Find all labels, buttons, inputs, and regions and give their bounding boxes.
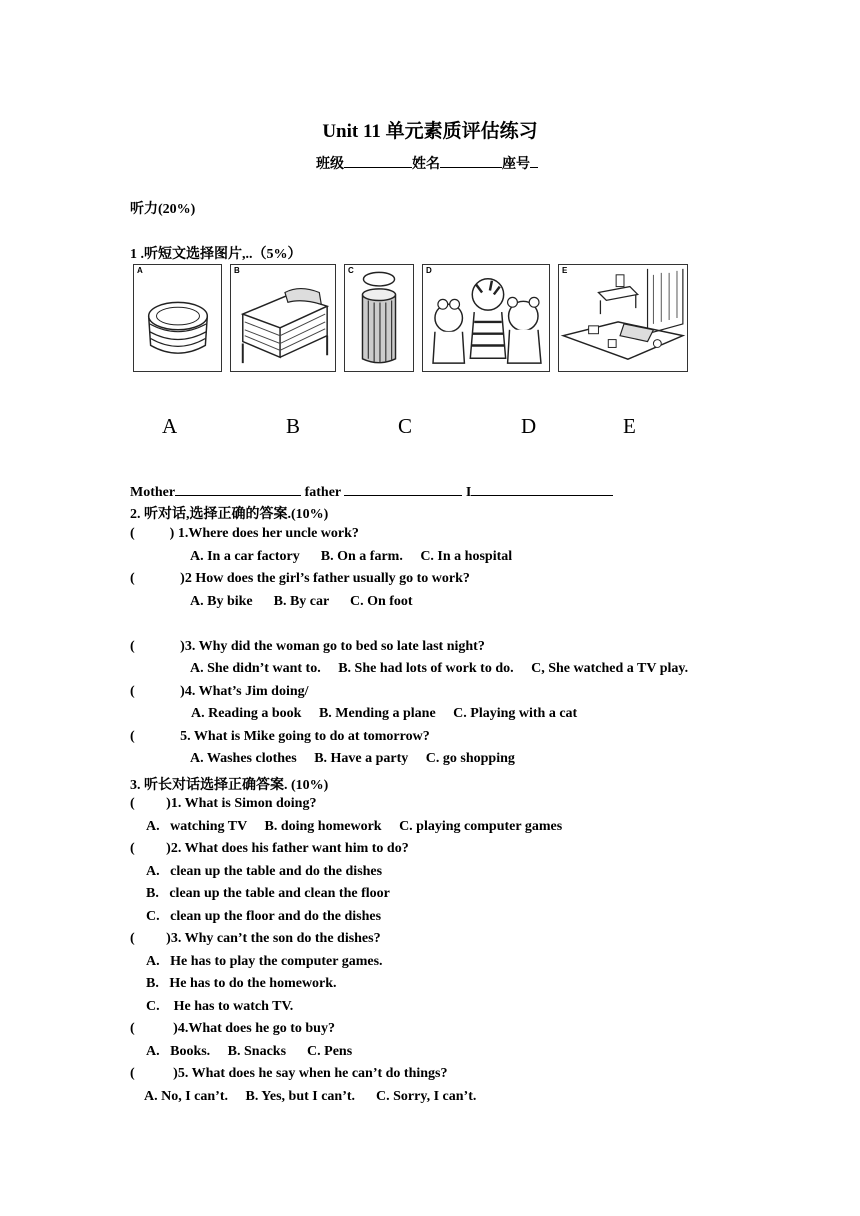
p3-q2-option-c: C. clean up the floor and do the dishes <box>146 909 382 924</box>
picture-b <box>230 264 336 372</box>
bed-icon <box>231 265 335 371</box>
p3-q4-options: A. Books. B. Snacks C. Pens <box>146 1044 353 1059</box>
p3-q5: ( )5. What does he say when he can’t do things? <box>130 1066 448 1081</box>
p3-q3-option-c: C. He has to watch TV. <box>146 999 294 1014</box>
picture-e <box>558 264 688 372</box>
p2-q1: ( ) 1.Where does her uncle work? <box>130 526 359 541</box>
p2-q3: ( )3. Why did the woman go to bed so late last night? <box>130 639 485 654</box>
name-label: 姓名 <box>412 157 440 172</box>
class-label: 班级 <box>316 157 344 172</box>
father-label: father <box>304 485 341 500</box>
p2-q4: ( )4. What’s Jim doing/ <box>130 684 309 699</box>
p2-q4-options: A. Reading a book B. Mending a plane C. Playing with a cat <box>191 706 578 721</box>
p3-q3-option-b: B. He has to do the homework. <box>146 976 337 991</box>
page-title: Unit 11 单元素质评估练习 <box>322 121 538 142</box>
letter-e: E <box>623 414 636 438</box>
p2-q2: ( )2 How does the girl’s father usually go to work? <box>130 571 470 586</box>
letter-d: D <box>521 414 537 438</box>
picture-d-label: D <box>426 266 432 275</box>
section-listening: 听力(20%) <box>130 202 196 217</box>
cartoon-characters-icon <box>423 265 549 371</box>
picture-c <box>344 264 414 372</box>
p2-q1-options: A. In a car factory B. On a farm. C. In a hospital <box>190 549 513 564</box>
p3-q2-option-b: B. clean up the table and clean the floor <box>146 886 390 901</box>
letter-c: C <box>398 414 413 438</box>
p2-q2-options: A. By bike B. By car C. On foot <box>190 594 413 609</box>
p3-q5-options: A. No, I can’t. B. Yes, but I can’t. C. Sorry, I can’t. <box>144 1089 477 1104</box>
p3-q2: ( )2. What does his father want him to do? <box>130 841 409 856</box>
p2-q5-options: A. Washes clothes B. Have a party C. go shopping <box>190 751 515 766</box>
picture-d <box>422 264 550 372</box>
i-blank[interactable] <box>471 481 613 496</box>
trash-can-icon <box>345 265 413 371</box>
father-blank[interactable] <box>344 481 462 496</box>
i-label: I <box>465 485 472 500</box>
p3-q4: ( )4.What does he go to buy? <box>130 1021 335 1036</box>
picture-a-label: A <box>137 266 143 275</box>
p2-q3-options: A. She didn’t want to. B. She had lots of work to do. C, She watched a TV play. <box>190 661 689 676</box>
p3-q3: ( )3. Why can’t the son do the dishes? <box>130 931 381 946</box>
p3-q1: ( )1. What is Simon doing? <box>130 796 317 811</box>
seat-label: 座号 <box>502 157 530 172</box>
messy-room-icon <box>559 265 687 371</box>
plates-icon <box>134 265 221 371</box>
student-info-line <box>316 153 538 173</box>
picture-a <box>133 264 222 372</box>
mother-blank[interactable] <box>175 481 301 496</box>
picture-e-label: E <box>562 266 568 275</box>
part2-heading: 2. 听对话,选择正确的答案.(10%) <box>130 507 329 522</box>
p3-q2-option-a: A. clean up the table and do the dishes <box>146 864 383 879</box>
p2-q5: ( 5. What is Mike going to do at tomorrow? <box>130 729 430 744</box>
p3-q1-options: A. watching TV B. doing homework C. playing computer games <box>146 819 563 834</box>
p3-q3-option-a: A. He has to play the computer games. <box>146 954 383 969</box>
class-blank[interactable] <box>344 153 412 168</box>
letter-b: B <box>286 414 301 438</box>
letter-a: A <box>162 414 178 438</box>
seat-blank[interactable] <box>530 153 538 168</box>
picture-c-label: C <box>348 266 354 275</box>
picture-b-label: B <box>234 266 240 275</box>
mother-label: Mother <box>130 485 176 500</box>
part1-heading: 1 .听短文选择图片,..（5%） <box>130 247 302 262</box>
name-blank[interactable] <box>440 153 502 168</box>
answer-line <box>130 481 613 501</box>
part3-heading: 3. 听长对话选择正确答案. (10%) <box>130 778 329 793</box>
